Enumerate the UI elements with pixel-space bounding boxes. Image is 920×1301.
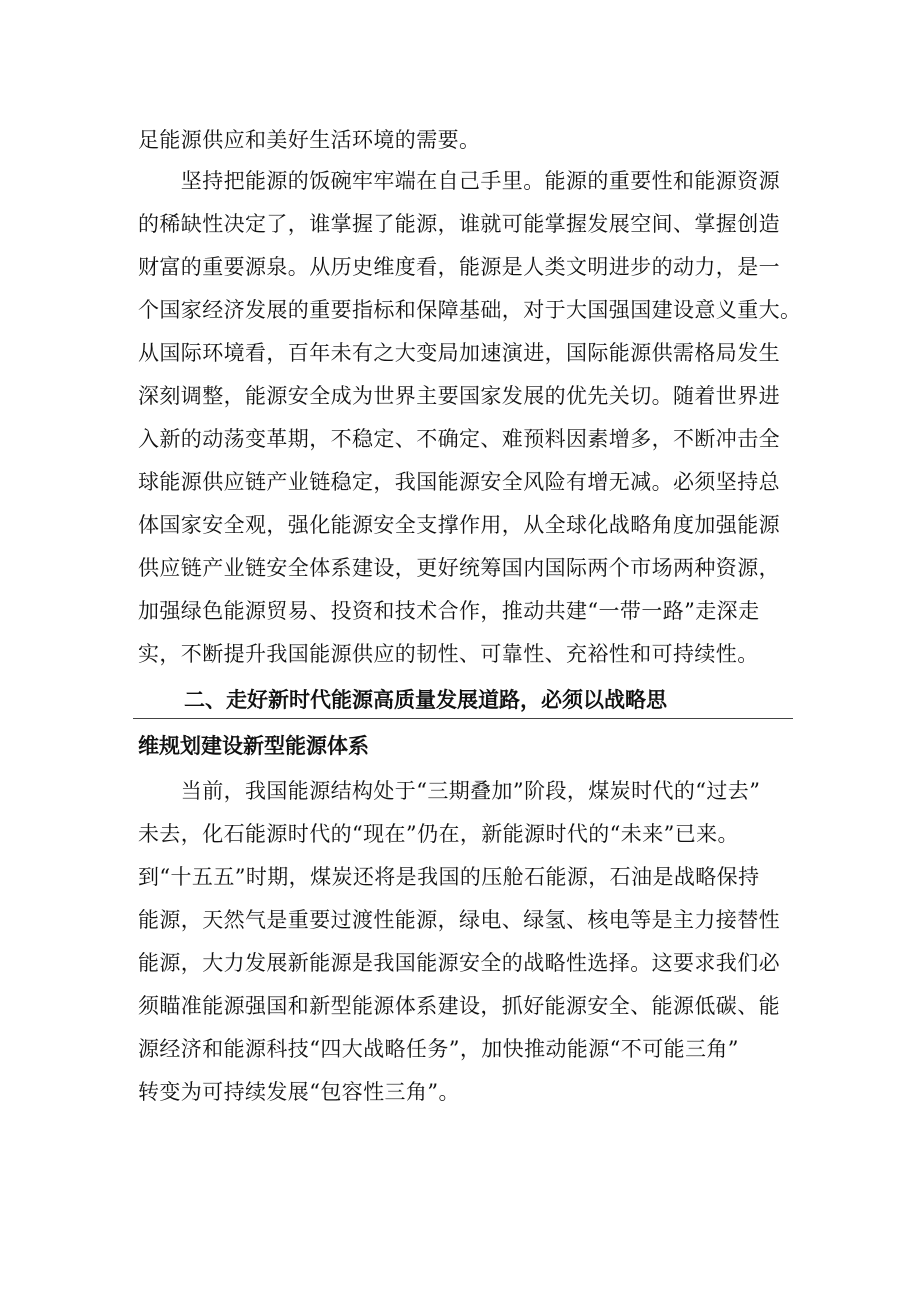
paragraph-line: 能源，天然气是重要过渡性能源，绿电、绿氢、核电等是主力接替性 xyxy=(138,908,780,932)
paragraph-line: 加强绿色能源贸易、投资和技术合作，推动共建“一带一路”走深走 xyxy=(138,599,760,623)
paragraph-line: 供应链产业链安全体系建设，更好统筹国内国际两个市场两种资源， xyxy=(138,556,780,580)
paragraph-line: 到“十五五”时期，煤炭还将是我国的压舱石能源，石油是战略保持 xyxy=(138,865,760,889)
paragraph-line: 未去，化石能源时代的“现在”仍在，新能源时代的“未来”已来。 xyxy=(138,822,739,846)
paragraph-line: 实，不断提升我国能源供应的韧性、可靠性、充裕性和可持续性。 xyxy=(138,642,759,666)
paragraph-line: 源经济和能源科技“四大战略任务”，加快推动能源“不可能三角” xyxy=(138,1037,739,1061)
paragraph-line: 足能源供应和美好生活环境的需要。 xyxy=(138,128,481,152)
heading-rule xyxy=(133,718,793,719)
paragraph-line: 财富的重要源泉。从历史维度看，能源是人类文明进步的动力，是一 xyxy=(138,255,780,279)
paragraph-line: 个国家经济发展的重要指标和保障基础，对于大国强国建设意义重大。 xyxy=(138,298,802,322)
paragraph-line: 入新的动荡变革期，不稳定、不确定、难预料因素增多，不断冲击全 xyxy=(138,427,780,451)
paragraph-line: 能源，大力发展新能源是我国能源安全的战略性选择。这要求我们必 xyxy=(138,951,780,975)
section-heading-line-1: 二、走好新时代能源高质量发展道路，必须以战略思 xyxy=(184,688,667,712)
paragraph-line: 体国家安全观，强化能源安全支撑作用，从全球化战略角度加强能源 xyxy=(138,513,780,537)
paragraph-line: 球能源供应链产业链稳定，我国能源安全风险有增无减。必须坚持总 xyxy=(138,470,780,494)
paragraph-line: 须瞄准能源强国和新型能源体系建设，抓好能源安全、能源低碳、能 xyxy=(138,994,780,1018)
paragraph-line: 当前，我国能源结构处于“三期叠加”阶段，煤炭时代的“过去” xyxy=(138,779,761,803)
paragraph-line: 的稀缺性决定了，谁掌握了能源，谁就可能掌握发展空间、掌握创造 xyxy=(138,212,780,236)
paragraph-line: 坚持把能源的饭碗牢牢端在自己手里。能源的重要性和能源资源 xyxy=(138,169,780,193)
paragraph-line: 转变为可持续发展“包容性三角”。 xyxy=(138,1080,460,1104)
paragraph-line: 从国际环境看，百年未有之大变局加速演进，国际能源供需格局发生 xyxy=(138,341,780,365)
paragraph-line: 深刻调整，能源安全成为世界主要国家发展的优先关切。随着世界进 xyxy=(138,384,780,408)
section-heading-line-2: 维规划建设新型能源体系 xyxy=(138,734,369,758)
